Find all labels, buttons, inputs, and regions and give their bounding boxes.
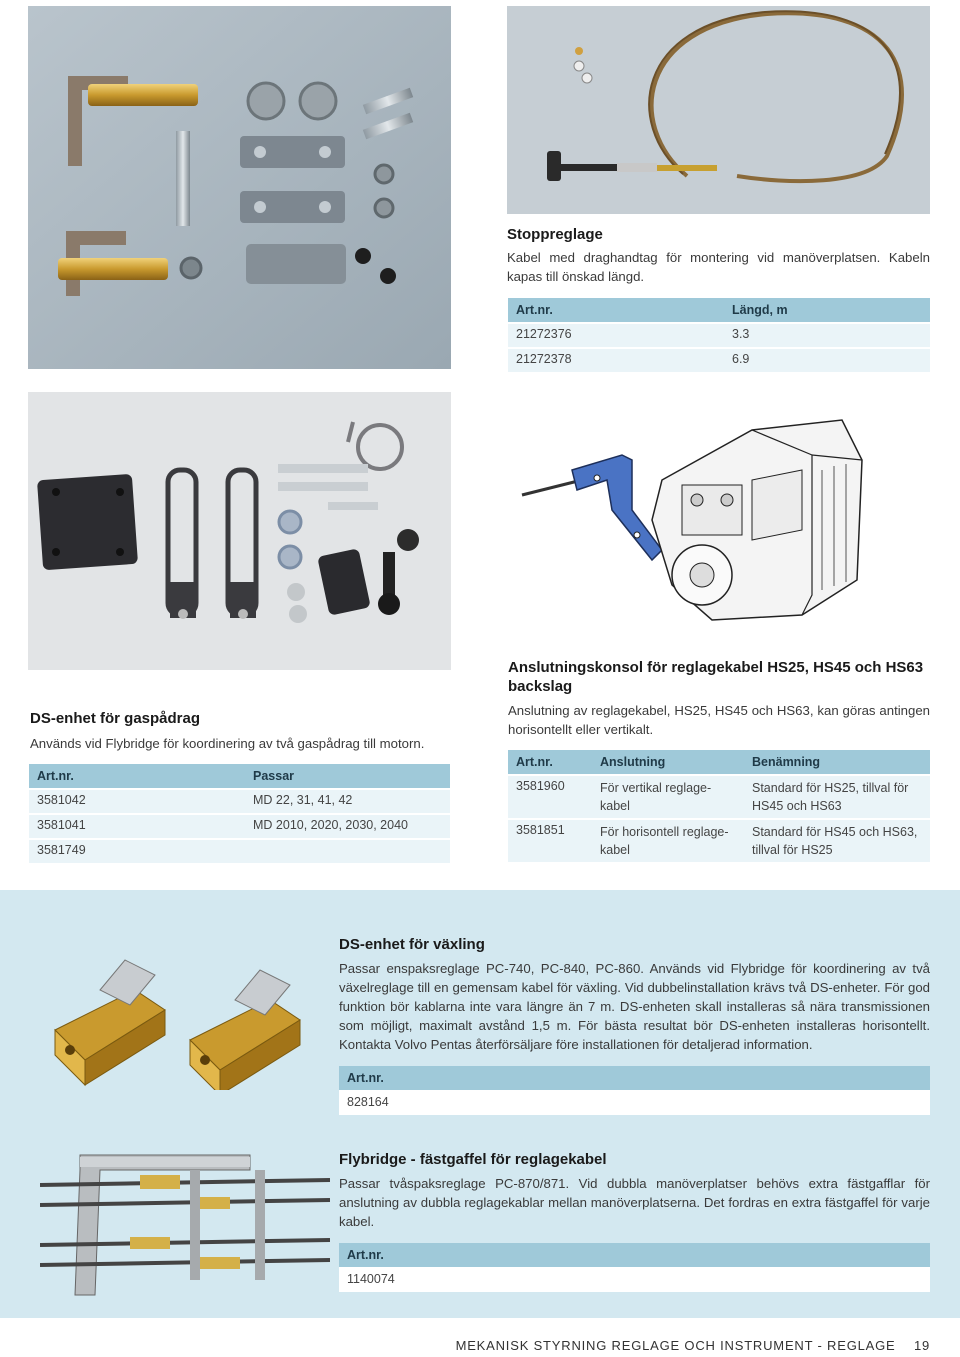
col-artnr: Art.nr. — [508, 750, 592, 774]
table-header-row — [29, 764, 450, 788]
anslutningskonsol-title: Anslutningskonsol för reglagekabel HS25, HS45 och HS63 backslag — [508, 659, 924, 695]
cell-artnr: 3581851 — [508, 818, 592, 862]
table-header-row — [339, 1066, 930, 1090]
ds-gaspadrag-title: DS-enhet för gaspådrag — [30, 710, 201, 727]
cell-passar — [245, 838, 450, 863]
table-row — [508, 347, 930, 372]
ds-gaspadrag-photo — [28, 392, 451, 670]
cell-artnr: 3581042 — [29, 788, 245, 813]
col-benamning: Benämning — [744, 750, 930, 774]
flybridge-title: Flybridge - fästgaffel för reglagekabel — [339, 1151, 607, 1168]
cell-langd: 6.9 — [724, 347, 930, 372]
ds-vaxling-title: DS-enhet för växling — [339, 936, 485, 953]
accessory-panel — [0, 890, 960, 1318]
table-header-row — [508, 298, 930, 322]
col-langd: Längd, m — [724, 298, 930, 322]
cell-benamning: Standard för HS25, tillval för HS45 och HS63 — [744, 774, 930, 818]
cell-passar: MD 22, 31, 41, 42 — [245, 788, 450, 813]
cell-artnr: 3581041 — [29, 813, 245, 838]
ds-vaxling-description: Passar enspaksreglage PC-740, PC-840, PC-860. Används vid Flybridge för koordinering av två växelreglage till en gemensam kabel för växling. Vid dubbelinstallation krävs två DS-enheter. För god funktion bör kablarna inte vara längre än 7 m. DS-enheten skall installeras så nära transmissionen som möjligt, maximalt avstånd 1,5 m. För bästa resultat bör DS-enheten installeras horisontellt. Kontakta Volvo Pentas återförsäljare före installationen för detaljerad information. — [339, 961, 930, 1052]
table-row — [508, 818, 930, 862]
cell-artnr: 1140074 — [339, 1267, 930, 1292]
page-footer — [456, 1338, 930, 1353]
cell-langd: 3.3 — [724, 322, 930, 347]
cell-artnr: 21272376 — [508, 322, 724, 347]
page-number: 19 — [913, 1338, 930, 1353]
gearbox-illustration — [512, 400, 942, 650]
stoppreglage-title: Stoppreglage — [507, 226, 603, 243]
table-row — [339, 1267, 930, 1292]
cell-passar: MD 2010, 2020, 2030, 2040 — [245, 813, 450, 838]
flybridge-table — [339, 1243, 930, 1292]
col-artnr: Art.nr. — [339, 1066, 930, 1090]
ds-vaxling-table — [339, 1066, 930, 1115]
table-header-row — [339, 1243, 930, 1267]
cell-anslutning: För vertikal reglage-kabel — [592, 774, 744, 818]
stoppreglage-table — [508, 298, 930, 372]
cell-anslutning: För horisontell reglage-kabel — [592, 818, 744, 862]
flybridge-fork-photo — [40, 1145, 330, 1310]
col-passar: Passar — [245, 764, 450, 788]
cell-benamning: Standard för HS45 och HS63, tillval för HS25 — [744, 818, 930, 862]
table-row — [339, 1090, 930, 1115]
anslutningskonsol-table — [508, 750, 930, 862]
table-row — [29, 838, 450, 863]
table-row — [508, 322, 930, 347]
ds-gaspadrag-table — [29, 764, 450, 863]
flybridge-description: Passar tvåspaksreglage PC-870/871. Vid dubbla manöverplatser behövs extra fästgafflar för anslutning av dubbla reglagekablar mellan manöverplatserna. Det fordras en extra fästgaffel för varje kabel. — [339, 1176, 930, 1229]
ds-vaxling-photo — [40, 940, 310, 1090]
hardware-kit-photo — [28, 6, 451, 369]
table-header-row — [508, 750, 930, 774]
stoppreglage-description: Kabel med draghandtag för montering vid manöverplatsen. Kabeln kapas till önskad längd. — [507, 250, 930, 284]
col-artnr: Art.nr. — [29, 764, 245, 788]
col-artnr: Art.nr. — [508, 298, 724, 322]
ds-gaspadrag-description: Används vid Flybridge för koordinering av två gaspådrag till motorn. — [30, 736, 425, 751]
col-anslutning: Anslutning — [592, 750, 744, 774]
table-row — [29, 813, 450, 838]
table-row — [508, 774, 930, 818]
cell-artnr: 3581749 — [29, 838, 245, 863]
cell-artnr: 828164 — [339, 1090, 930, 1115]
anslutningskonsol-description: Anslutning av reglagekabel, HS25, HS45 och HS63, kan göras antingen horisontellt eller vertikalt. — [508, 703, 930, 737]
col-artnr: Art.nr. — [339, 1243, 930, 1267]
footer-text: MEKANISK STYRNING REGLAGE OCH INSTRUMENT - REGLAGE — [455, 1338, 896, 1353]
cell-artnr: 21272378 — [508, 347, 724, 372]
cell-artnr: 3581960 — [508, 774, 592, 818]
stop-cable-photo — [507, 6, 930, 214]
table-row — [29, 788, 450, 813]
